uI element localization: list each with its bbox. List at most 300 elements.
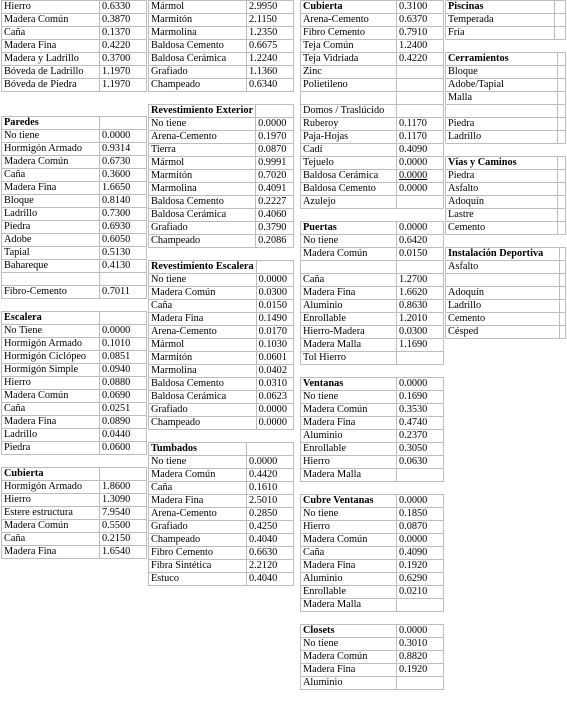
table-row bbox=[301, 534, 444, 547]
row-label: Hierro-Madera bbox=[301, 326, 397, 339]
table-row bbox=[2, 221, 147, 234]
column-4 bbox=[445, 0, 566, 339]
row-value: 0.0150 bbox=[256, 300, 293, 313]
table-row bbox=[301, 300, 444, 313]
row-value: 0.0300 bbox=[397, 326, 444, 339]
row-value: 0.4040 bbox=[247, 573, 294, 586]
row-label: Hormigón Armado bbox=[2, 481, 100, 494]
row-label: Caña bbox=[301, 274, 397, 287]
table-row bbox=[2, 182, 147, 195]
row-value bbox=[397, 352, 444, 365]
table-row bbox=[149, 482, 294, 495]
table-row bbox=[446, 14, 566, 27]
row-value: 0.0000 bbox=[100, 325, 147, 338]
spacer-row bbox=[446, 40, 566, 53]
row-label: Marmolina bbox=[149, 27, 247, 40]
spacer-cell bbox=[446, 40, 566, 53]
column-2 bbox=[148, 0, 294, 586]
column-3 bbox=[300, 0, 444, 690]
row-value bbox=[397, 79, 444, 92]
row-value: 0.0300 bbox=[256, 287, 293, 300]
row-label: Madera Malla bbox=[301, 469, 397, 482]
row-label: Fibro-Cemento bbox=[2, 286, 100, 299]
section-title: Paredes bbox=[2, 117, 100, 130]
table-row bbox=[149, 40, 294, 53]
row-value: 0.8630 bbox=[397, 300, 444, 313]
table-row bbox=[2, 40, 147, 53]
row-label: Madera Fina bbox=[149, 495, 247, 508]
table-row bbox=[446, 92, 566, 105]
row-value bbox=[560, 261, 566, 274]
row-label: Baldosa Cemento bbox=[149, 196, 256, 209]
section-table bbox=[445, 0, 566, 52]
row-label: Asfalto bbox=[446, 183, 558, 196]
section-table bbox=[445, 52, 566, 156]
row-value: 1.2010 bbox=[397, 313, 444, 326]
spacer-row bbox=[301, 482, 444, 495]
table-row bbox=[301, 456, 444, 469]
spacer-cell bbox=[149, 92, 294, 105]
row-value: 0.6050 bbox=[100, 234, 147, 247]
row-value bbox=[557, 105, 566, 118]
section-table bbox=[148, 0, 294, 104]
spacer-cell bbox=[301, 365, 444, 378]
row-value: 0.5130 bbox=[100, 247, 147, 260]
row-value: 0.7011 bbox=[100, 286, 147, 299]
row-label: Fibro Cemento bbox=[149, 547, 247, 560]
row-label: Hormigón Armado bbox=[2, 143, 100, 156]
row-label: Teja Común bbox=[301, 40, 397, 53]
table-row bbox=[2, 416, 147, 429]
row-label: Arena-Cemento bbox=[149, 131, 256, 144]
row-label: Bloque bbox=[446, 66, 558, 79]
row-value: 0.0150 bbox=[397, 248, 444, 261]
table-row bbox=[301, 508, 444, 521]
row-value bbox=[397, 677, 444, 690]
row-label bbox=[446, 105, 558, 118]
section-title-value bbox=[555, 1, 566, 14]
table-row bbox=[149, 235, 294, 248]
section-title-value bbox=[558, 157, 566, 170]
row-label: Arena-Cemento bbox=[149, 508, 247, 521]
section-title-value bbox=[100, 312, 147, 325]
section-header bbox=[149, 443, 294, 456]
row-value: 0.0000 bbox=[256, 404, 293, 417]
row-value: 0.0210 bbox=[397, 586, 444, 599]
row-label: Champeado bbox=[149, 534, 247, 547]
row-value: 0.0310 bbox=[256, 378, 293, 391]
table-row bbox=[301, 599, 444, 612]
table-row bbox=[149, 14, 294, 27]
section-title: Revestimiento Escalera bbox=[149, 261, 257, 274]
row-value: 0.6930 bbox=[100, 221, 147, 234]
table-row bbox=[2, 260, 147, 273]
row-value bbox=[560, 300, 566, 313]
table-row bbox=[2, 351, 147, 364]
row-value: 7.9540 bbox=[100, 507, 147, 520]
row-label: Aluminio bbox=[301, 300, 397, 313]
row-label: Madera Fina bbox=[2, 416, 100, 429]
row-label: Fría bbox=[446, 27, 555, 40]
row-value bbox=[558, 222, 566, 235]
spacer-cell bbox=[2, 104, 147, 116]
table-row bbox=[149, 170, 294, 183]
table-row bbox=[446, 131, 566, 144]
row-value: 0.3700 bbox=[100, 53, 147, 66]
section-title-value bbox=[256, 261, 293, 274]
row-value: 0.1170 bbox=[397, 118, 444, 131]
section-title: Cubierta bbox=[301, 1, 397, 14]
section-title-value: 0.0000 bbox=[397, 495, 444, 508]
section-table bbox=[300, 221, 444, 377]
spacer-cell bbox=[149, 430, 294, 443]
row-value: 0.4130 bbox=[100, 260, 147, 273]
row-label: Bóveda de Ladrillo bbox=[2, 66, 100, 79]
row-label: Ladrillo bbox=[446, 300, 560, 313]
row-value: 0.7910 bbox=[397, 27, 444, 40]
row-value: 0.4740 bbox=[397, 417, 444, 430]
row-value: 1.6650 bbox=[100, 182, 147, 195]
section-header bbox=[2, 117, 147, 130]
table-row bbox=[2, 273, 147, 286]
row-label: Caña bbox=[301, 547, 397, 560]
row-label: Teja Vidriada bbox=[301, 53, 397, 66]
row-value: 0.0000 bbox=[256, 118, 294, 131]
table-row bbox=[2, 14, 147, 27]
table-row bbox=[149, 66, 294, 79]
row-label: Asfalto bbox=[446, 261, 560, 274]
row-value bbox=[557, 131, 566, 144]
row-value: 0.1610 bbox=[247, 482, 294, 495]
row-value: 0.0170 bbox=[256, 326, 293, 339]
table-row bbox=[2, 27, 147, 40]
table-row bbox=[2, 156, 147, 169]
row-label: Marmitón bbox=[149, 14, 247, 27]
row-label: Aluminio bbox=[301, 430, 397, 443]
row-label: Grafiado bbox=[149, 521, 247, 534]
row-value: 0.4091 bbox=[256, 183, 294, 196]
row-value: 0.4220 bbox=[100, 40, 147, 53]
row-value: 0.0690 bbox=[100, 390, 147, 403]
table-row bbox=[2, 66, 147, 79]
row-value: 0.6630 bbox=[247, 547, 294, 560]
table-row bbox=[149, 547, 294, 560]
section-title-value bbox=[256, 105, 294, 118]
row-label: Bahareque bbox=[2, 260, 100, 273]
row-label: Malla bbox=[446, 92, 558, 105]
section-table bbox=[1, 116, 147, 311]
table-row bbox=[301, 27, 444, 40]
table-row bbox=[2, 79, 147, 92]
spacer-row bbox=[301, 365, 444, 378]
section-title: Closets bbox=[301, 625, 397, 638]
table-row bbox=[2, 520, 147, 533]
section-title-value: 0.0000 bbox=[397, 378, 444, 391]
section-header bbox=[446, 248, 566, 261]
row-value: 0.3600 bbox=[100, 169, 147, 182]
table-row bbox=[446, 300, 566, 313]
row-value: 2.1150 bbox=[247, 14, 294, 27]
spacer-row bbox=[301, 612, 444, 625]
row-value bbox=[397, 105, 444, 118]
row-label: Ladrillo bbox=[2, 429, 100, 442]
table-row bbox=[149, 274, 294, 287]
row-value bbox=[397, 92, 444, 105]
row-value bbox=[555, 27, 566, 40]
row-label: Azulejo bbox=[301, 196, 397, 209]
table-row bbox=[149, 313, 294, 326]
table-row bbox=[301, 66, 444, 79]
row-label: Piedra bbox=[446, 118, 558, 131]
row-label: Ruberoy bbox=[301, 118, 397, 131]
table-row bbox=[301, 287, 444, 300]
spacer-row bbox=[2, 299, 147, 312]
spacer-row bbox=[149, 92, 294, 105]
row-label: Ladrillo bbox=[2, 208, 100, 221]
row-label: Caña bbox=[2, 403, 100, 416]
row-label: Madera Fina bbox=[301, 664, 397, 677]
row-label: No tiene bbox=[2, 130, 100, 143]
table-row bbox=[301, 235, 444, 248]
row-label: Marmitón bbox=[149, 170, 256, 183]
row-label: Fibro Cemento bbox=[301, 27, 397, 40]
row-label: Paja-Hojas bbox=[301, 131, 397, 144]
row-value: 0.1010 bbox=[100, 338, 147, 351]
row-label: No tiene bbox=[149, 456, 247, 469]
spacer-row bbox=[446, 235, 566, 248]
table-row bbox=[2, 546, 147, 559]
table-row bbox=[301, 313, 444, 326]
section-header bbox=[301, 1, 444, 14]
row-value: 0.0601 bbox=[256, 352, 293, 365]
table-row bbox=[2, 195, 147, 208]
row-label: Fibra Sintética bbox=[149, 560, 247, 573]
row-label: Aluminio bbox=[301, 677, 397, 690]
spacer-row bbox=[2, 455, 147, 468]
row-value: 0.2370 bbox=[397, 430, 444, 443]
table-row bbox=[446, 66, 566, 79]
row-value: 0.1970 bbox=[256, 131, 294, 144]
row-label: Enrollable bbox=[301, 443, 397, 456]
row-value: 0.2086 bbox=[256, 235, 294, 248]
section-title: Puertas bbox=[301, 222, 397, 235]
row-label: Caña bbox=[2, 533, 100, 546]
section-header bbox=[149, 105, 294, 118]
row-label: Mármol bbox=[149, 1, 247, 14]
table-row bbox=[149, 157, 294, 170]
table-row bbox=[301, 131, 444, 144]
table-row bbox=[446, 196, 566, 209]
row-label: Caña bbox=[2, 27, 100, 40]
row-value bbox=[558, 170, 566, 183]
row-label: Aluminio bbox=[301, 573, 397, 586]
row-value: 1.1690 bbox=[397, 339, 444, 352]
section-title-value bbox=[560, 248, 566, 261]
table-row bbox=[2, 533, 147, 546]
row-value: 0.3010 bbox=[397, 638, 444, 651]
section-table bbox=[300, 0, 444, 221]
row-label: Piedra bbox=[2, 442, 100, 455]
table-row bbox=[2, 481, 147, 494]
section-header bbox=[301, 625, 444, 638]
row-label: Hierro bbox=[2, 494, 100, 507]
section-table bbox=[1, 467, 147, 559]
table-row bbox=[149, 352, 294, 365]
row-label: Baldosa Cemento bbox=[149, 40, 247, 53]
row-value: 0.1920 bbox=[397, 664, 444, 677]
row-value: 1.1970 bbox=[100, 66, 147, 79]
table-row bbox=[149, 209, 294, 222]
table-row bbox=[301, 404, 444, 417]
row-label bbox=[2, 273, 100, 286]
row-value: 0.0000 bbox=[256, 417, 293, 430]
row-value: 0.4090 bbox=[397, 144, 444, 157]
section-title-value bbox=[100, 117, 147, 130]
table-row bbox=[149, 144, 294, 157]
table-row bbox=[301, 118, 444, 131]
row-label: Madera Fina bbox=[149, 313, 257, 326]
row-value bbox=[397, 196, 444, 209]
row-label: No tiene bbox=[149, 118, 256, 131]
row-value: 0.0000 bbox=[256, 274, 293, 287]
row-label: Hormigón Simple bbox=[2, 364, 100, 377]
table-row bbox=[149, 508, 294, 521]
row-label: Madera Común bbox=[149, 287, 257, 300]
row-value: 0.1690 bbox=[397, 391, 444, 404]
table-row bbox=[301, 92, 444, 105]
row-label: Tejuelo bbox=[301, 157, 397, 170]
section-table bbox=[148, 442, 294, 586]
table-row bbox=[301, 14, 444, 27]
row-value: 0.4250 bbox=[247, 521, 294, 534]
section-title: Instalación Deportiva bbox=[446, 248, 560, 261]
row-label: Madera Común bbox=[2, 14, 100, 27]
row-label: Caña bbox=[149, 482, 247, 495]
table-row bbox=[2, 208, 147, 221]
row-value bbox=[557, 79, 566, 92]
spacer-cell bbox=[301, 482, 444, 495]
section-title: Cubre Ventanas bbox=[301, 495, 397, 508]
table-row bbox=[2, 377, 147, 390]
table-row bbox=[301, 391, 444, 404]
row-label: Champeado bbox=[149, 79, 247, 92]
table-row bbox=[149, 53, 294, 66]
row-label: No tiene bbox=[301, 235, 397, 248]
row-label: Baldosa Cerámica bbox=[149, 53, 247, 66]
row-value: 1.2240 bbox=[247, 53, 294, 66]
row-value: 0.0890 bbox=[100, 416, 147, 429]
table-row bbox=[149, 118, 294, 131]
section-title-value: 0.0000 bbox=[397, 222, 444, 235]
row-label: No tiene bbox=[301, 508, 397, 521]
row-value bbox=[397, 599, 444, 612]
section-table bbox=[445, 156, 566, 247]
row-value: 0.1370 bbox=[100, 27, 147, 40]
table-row bbox=[2, 325, 147, 338]
table-row bbox=[149, 456, 294, 469]
spacer-cell bbox=[446, 235, 566, 248]
row-label: Enrollable bbox=[301, 313, 397, 326]
row-value: 0.4060 bbox=[256, 209, 294, 222]
section-header bbox=[301, 378, 444, 391]
row-label bbox=[446, 274, 560, 287]
row-label: Bloque bbox=[2, 195, 100, 208]
section-table bbox=[1, 0, 147, 116]
section-title: Ventanas bbox=[301, 378, 397, 391]
table-row bbox=[149, 300, 294, 313]
row-value bbox=[560, 274, 566, 287]
section-header bbox=[446, 53, 566, 66]
row-value: 0.8140 bbox=[100, 195, 147, 208]
row-label: Estuco bbox=[149, 573, 247, 586]
table-row bbox=[301, 339, 444, 352]
row-label: Hormigón Ciclópeo bbox=[2, 351, 100, 364]
row-label: Zinc bbox=[301, 66, 397, 79]
row-value: 0.4040 bbox=[247, 534, 294, 547]
row-label: Tapial bbox=[2, 247, 100, 260]
row-value: 0.8820 bbox=[397, 651, 444, 664]
row-label: Mármol bbox=[149, 157, 256, 170]
row-value: 0.3870 bbox=[100, 14, 147, 27]
row-label: Madera Fina bbox=[301, 417, 397, 430]
row-value bbox=[397, 469, 444, 482]
section-table bbox=[300, 494, 444, 624]
row-label: Madera Común bbox=[301, 248, 397, 261]
row-value: 0.2850 bbox=[247, 508, 294, 521]
row-value: 1.1360 bbox=[247, 66, 294, 79]
row-label: Madera Fina bbox=[2, 182, 100, 195]
table-row bbox=[446, 274, 566, 287]
row-label: Marmolina bbox=[149, 183, 256, 196]
row-label: Grafiado bbox=[149, 404, 257, 417]
row-label: Madera Común bbox=[2, 156, 100, 169]
row-label: Caña bbox=[2, 169, 100, 182]
row-value bbox=[555, 14, 566, 27]
row-value bbox=[397, 261, 444, 274]
table-row bbox=[149, 417, 294, 430]
row-value: 0.2227 bbox=[256, 196, 294, 209]
section-table bbox=[300, 624, 444, 690]
row-value: 2.9950 bbox=[247, 1, 294, 14]
row-value: 0.7020 bbox=[256, 170, 294, 183]
row-value: 0.6675 bbox=[247, 40, 294, 53]
row-value: 1.6620 bbox=[397, 287, 444, 300]
row-label: Madera Común bbox=[301, 404, 397, 417]
row-value: 0.0251 bbox=[100, 403, 147, 416]
row-label: Adoquín bbox=[446, 287, 560, 300]
table-row bbox=[2, 1, 147, 14]
row-value bbox=[557, 118, 566, 131]
row-label: No tiene bbox=[301, 391, 397, 404]
row-label: Madera Fina bbox=[301, 560, 397, 573]
table-row bbox=[301, 248, 444, 261]
row-label: Piedra bbox=[2, 221, 100, 234]
table-row bbox=[301, 157, 444, 170]
table-row bbox=[301, 469, 444, 482]
row-value: 1.8600 bbox=[100, 481, 147, 494]
spacer-row bbox=[446, 144, 566, 157]
row-label: Tierra bbox=[149, 144, 256, 157]
table-row bbox=[446, 313, 566, 326]
row-value: 0.0940 bbox=[100, 364, 147, 377]
table-row bbox=[149, 521, 294, 534]
row-label: Hierro bbox=[2, 377, 100, 390]
table-row bbox=[301, 547, 444, 560]
section-table bbox=[148, 260, 294, 442]
row-label: Domos / Traslúcido bbox=[301, 105, 397, 118]
section-header bbox=[2, 468, 147, 481]
spacer-row bbox=[149, 248, 294, 261]
